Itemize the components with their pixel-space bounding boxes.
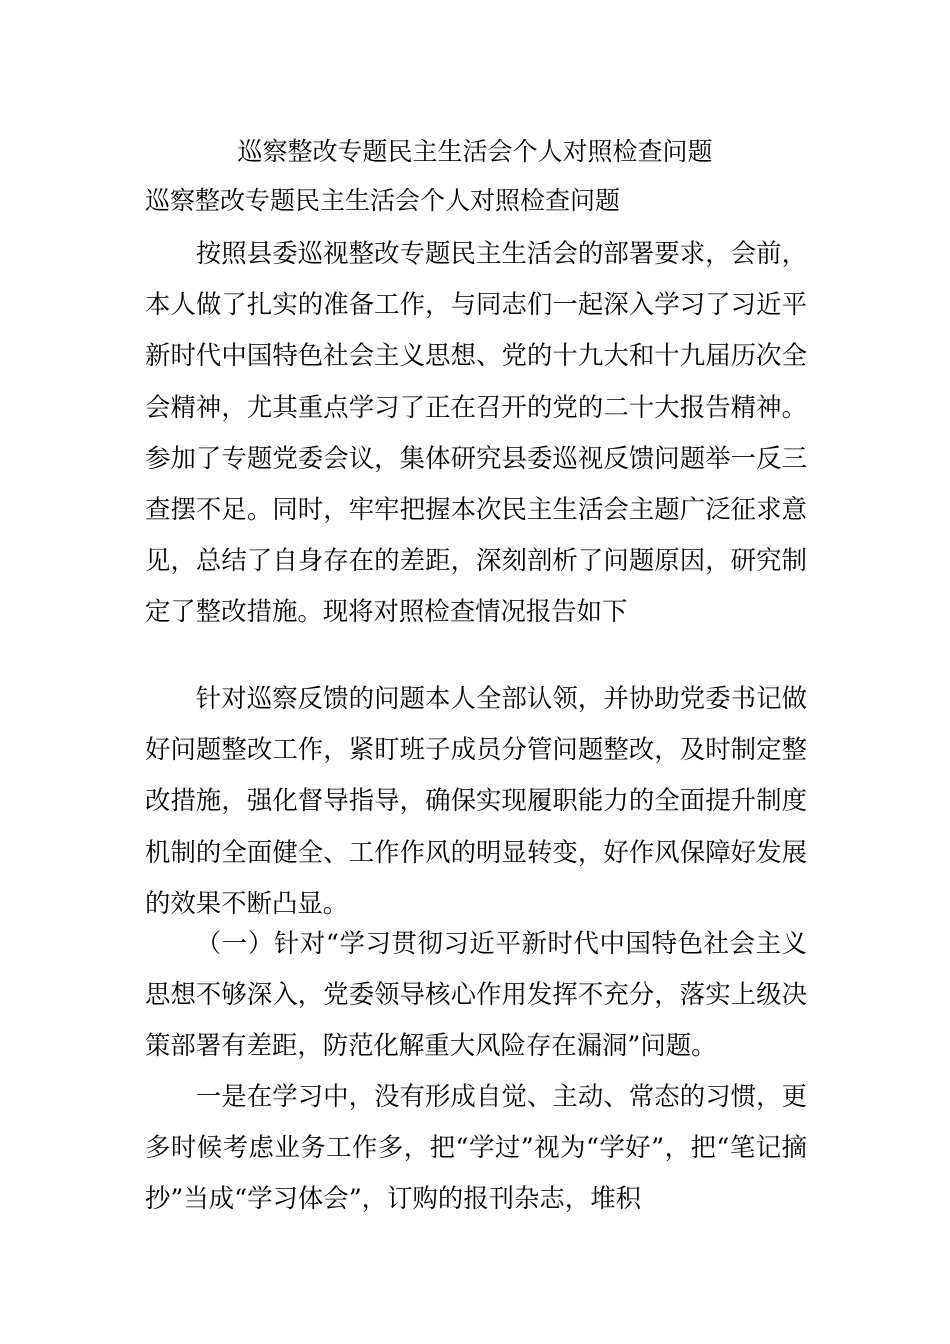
- paragraph-section-one: （一）针对“学习贯彻习近平新时代中国特色社会主义思想不够深入，党委领导核心作用发挥不充分，落实上级决策部署有差距，防范化解重大风险存在漏洞”问题。: [145, 928, 807, 1061]
- paragraph-point-one: 一是在学习中，没有形成自觉、主动、常态的习惯，更多时候考虑业务工作多，把“学过”视为“学好”，把“笔记摘抄”当成“学习体会”，订购的报刊杂志，堆积: [145, 1081, 807, 1214]
- document-subtitle: 巡察整改专题民主生活会个人对照检查问题: [145, 186, 621, 215]
- paragraph-intro: 按照县委巡视整改专题民主生活会的部署要求，会前，本人做了扎实的准备工作，与同志们一起深入学习了习近平新时代中国特色社会主义思想、党的十九大和十九届历次全会精神，尤其重点学习了正在召开的党的二十大报告精神。参加了专题党委会议，集体研究县委巡视反馈问题举一反三查摆不足。同时，牢牢把握本次民主生活会主题广泛征求意见，总结了自身存在的差距，深刻剖析了问题原因，研究制定了整改措施。现将对照检查情况报告如下: [145, 238, 807, 627]
- document-title: 巡察整改专题民主生活会个人对照检查问题: [237, 137, 713, 166]
- paragraph-rectification: 针对巡察反馈的问题本人全部认领，并协助党委书记做好问题整改工作，紧盯班子成员分管问题整改，及时制定整改措施，强化督导指导，确保实现履职能力的全面提升制度机制的全面健全、工作作风的明显转变，好作风保障好发展的效果不断凸显。: [145, 683, 807, 918]
